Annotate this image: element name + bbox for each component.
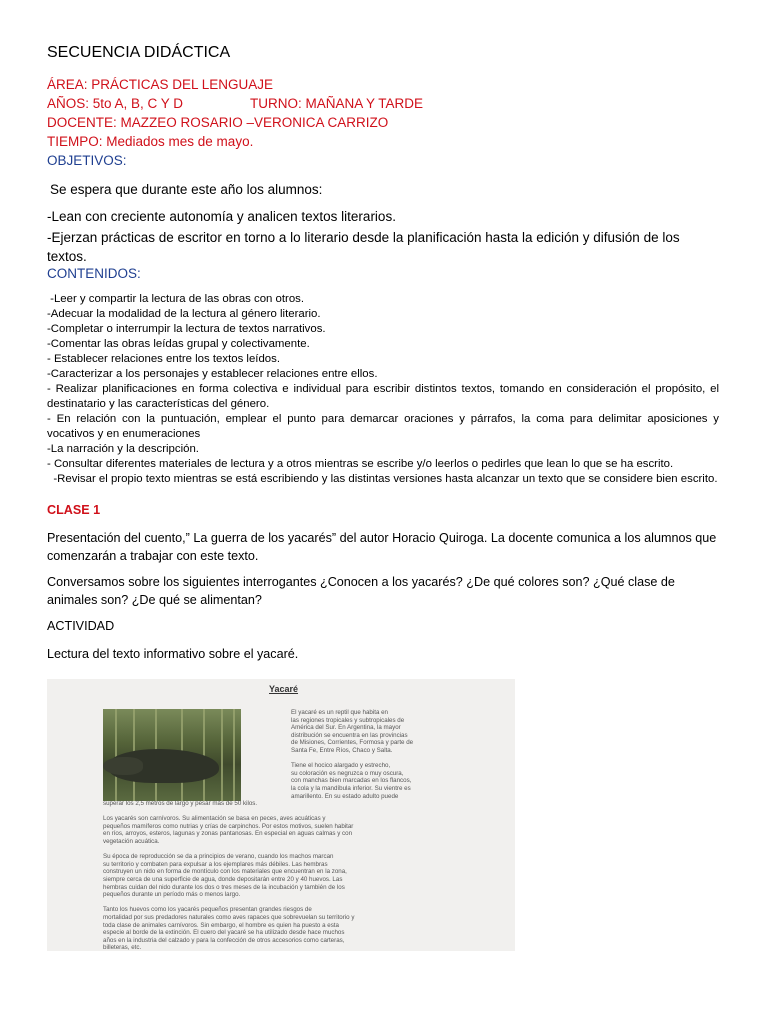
list-item: -Adecuar la modalidad de la lectura al género literario.	[47, 308, 321, 320]
page-title: SECUENCIA DIDÁCTICA	[47, 44, 231, 61]
article-text-line: El yacaré es un reptil que habita en	[291, 709, 388, 716]
article-text-line: de Misiones, Corrientes, Formosa y parte de	[291, 739, 414, 747]
article-text-line: superar los 2,5 metros de largo y pesar más de 50 kilos.	[103, 800, 258, 807]
anios-line: AÑOS: 5to A, B, C Y D	[47, 96, 184, 111]
article-text-line: la cola y la mandíbula inferior. Su vientre es	[291, 784, 411, 792]
yacare-photo	[103, 709, 241, 801]
article-text-line: su coloración es negruzca o muy oscura,	[291, 769, 404, 777]
article-text-line	[103, 899, 354, 907]
article-text-line: especie al borde de la extinción. El cuero del yacaré se ha utilizado desde hace muchos	[103, 929, 345, 937]
article-text-line	[103, 846, 354, 854]
article-text-line: Tanto los huevos como los yacarés pequeños presentan grandes riesgos de	[103, 906, 312, 914]
list-item: - Establecer relaciones entre los textos leídos.	[47, 353, 280, 365]
area-line: ÁREA: PRÁCTICAS DEL LENGUAJE	[47, 77, 274, 92]
article-text-line: siempre cerca de una superficie de agua, donde depositarán entre 20 y 40 huevos. Las	[103, 875, 343, 883]
article-text-line: años en la industria del calzado y para la confección de otros accesorios como carteras,	[103, 936, 345, 944]
clase-heading: CLASE 1	[47, 503, 101, 517]
article-text-line: con manchas bien marcadas en los flancos,	[291, 777, 412, 785]
presentacion-paragraph: Presentación del cuento,” La guerra de los yacarés” del autor Horacio Quiroga. La docente comunica a los alumnos que comenzarán a trabajar con este texto.	[47, 531, 717, 563]
contenidos-list	[47, 292, 719, 487]
lectura-paragraph: Lectura del texto informativo sobre el yacaré.	[47, 647, 299, 661]
article-text-line: las regiones tropicales y subtropicales de	[291, 716, 405, 724]
tiempo-line: TIEMPO: Mediados mes de mayo.	[47, 134, 254, 149]
conversamos-paragraph: Conversamos sobre los siguientes interrogantes ¿Conocen a los yacarés? ¿De qué colores son? ¿Qué clase de animales son? ¿De qué se alimentan?	[47, 575, 675, 607]
article-text-line: pequeños durante un período más o menos largo.	[103, 891, 241, 899]
article-body-text	[103, 800, 354, 951]
article-text-line: billeteras, etc.	[103, 944, 142, 951]
objetivos-intro: Se espera que durante este año los alumnos:	[50, 182, 323, 197]
list-item: - Realizar planificaciones en forma colectiva e individual para escribir distintos textos, tomando en consideración el propósito, el destinatario y las características del género.	[47, 383, 719, 410]
article-text-line: en ríos, arroyos, esteros, lagunas y zonas pantanosas. En especial en aguas calmas y con	[103, 830, 353, 838]
list-item: -Revisar el propio texto mientras se está escribiendo y las distintas versiones hasta alcanzar un texto que se considere bien escrito.	[47, 473, 718, 485]
article-text-line: Santa Fe, Entre Ríos, Chaco y Salta.	[291, 746, 393, 754]
article-text-line: amarillento. En su estado adulto puede	[291, 792, 399, 800]
article-text-line: su territorio y combaten para expulsar a los ejemplares más débiles. Las hembras	[103, 860, 328, 868]
list-item: -Comentar las obras leídas grupal y colectivamente.	[47, 338, 310, 350]
article-text-line: hembras cuidan del nido durante los dos o tres meses de la incubación y también de los	[103, 883, 345, 891]
yacare-article-image	[47, 679, 515, 951]
list-item: -Leer y compartir la lectura de las obras con otros.	[47, 293, 305, 305]
article-text-line	[291, 755, 413, 763]
article-text-line: distribución se encuentra en las provincias	[291, 731, 408, 739]
actividad-heading: ACTIVIDAD	[47, 619, 115, 633]
list-item: - En relación con la puntuación, emplear el punto para demarcar oraciones y párrafos, la coma para delimitar aposiciones y vocativos y en enumeraciones	[47, 413, 719, 440]
list-item: -La narración y la descripción.	[47, 443, 199, 455]
objetivos-heading: OBJETIVOS:	[47, 153, 127, 168]
article-text-line: construyen un nido en forma de montículo con los materiales que encuentran en la zona,	[103, 868, 347, 876]
article-text-line: mortalidad por sus predadores naturales como aves rapaces que sobrevuelan su territorio y	[103, 913, 355, 921]
article-text-line: toda clase de animales carnívoros. Sin embargo, el hombre es quien ha puesto a esta	[103, 921, 339, 929]
objetivo-item-1: -Lean con creciente autonomía y analicen textos literarios.	[47, 209, 396, 224]
article-column-text	[291, 709, 413, 800]
article-text-line	[103, 808, 354, 816]
article-text-line: pequeños mamíferos como nutrias y crías de carpinchos. Por estos motivos, suelen habitar	[103, 822, 354, 830]
turno-line: TURNO: MAÑANA Y TARDE	[250, 96, 424, 111]
list-item: -Caracterizar a los personajes y establecer relaciones entre ellos.	[47, 368, 378, 380]
article-text-line: América del Sur. En Argentina, la mayor	[291, 724, 401, 732]
objetivo-item-2: -Ejerzan prácticas de escritor en torno a lo literario desde la planificación hasta la edición y difusión de los textos.	[47, 230, 680, 264]
list-item: - Consultar diferentes materiales de lectura y a otros mientras se escribe y/o leerlos o pedirles que lean lo que se ha escrito.	[47, 458, 674, 470]
article-text-line: Los yacarés son carnívoros. Su alimentación se basa en peces, aves acuáticas y	[103, 815, 326, 823]
contenidos-heading: CONTENIDOS:	[47, 266, 141, 281]
list-item: -Completar o interrumpir la lectura de textos narrativos.	[47, 323, 326, 335]
article-title: Yacaré	[269, 684, 299, 694]
article-text-line: vegetación acuática.	[103, 837, 160, 845]
docente-line: DOCENTE: MAZZEO ROSARIO –VERONICA CARRIZO	[47, 115, 389, 130]
article-text-line: Su época de reproducción se da a principios de verano, cuando los machos marcan	[103, 853, 334, 861]
article-text-line: Tiene el hocico alargado y estrecho,	[291, 762, 391, 770]
